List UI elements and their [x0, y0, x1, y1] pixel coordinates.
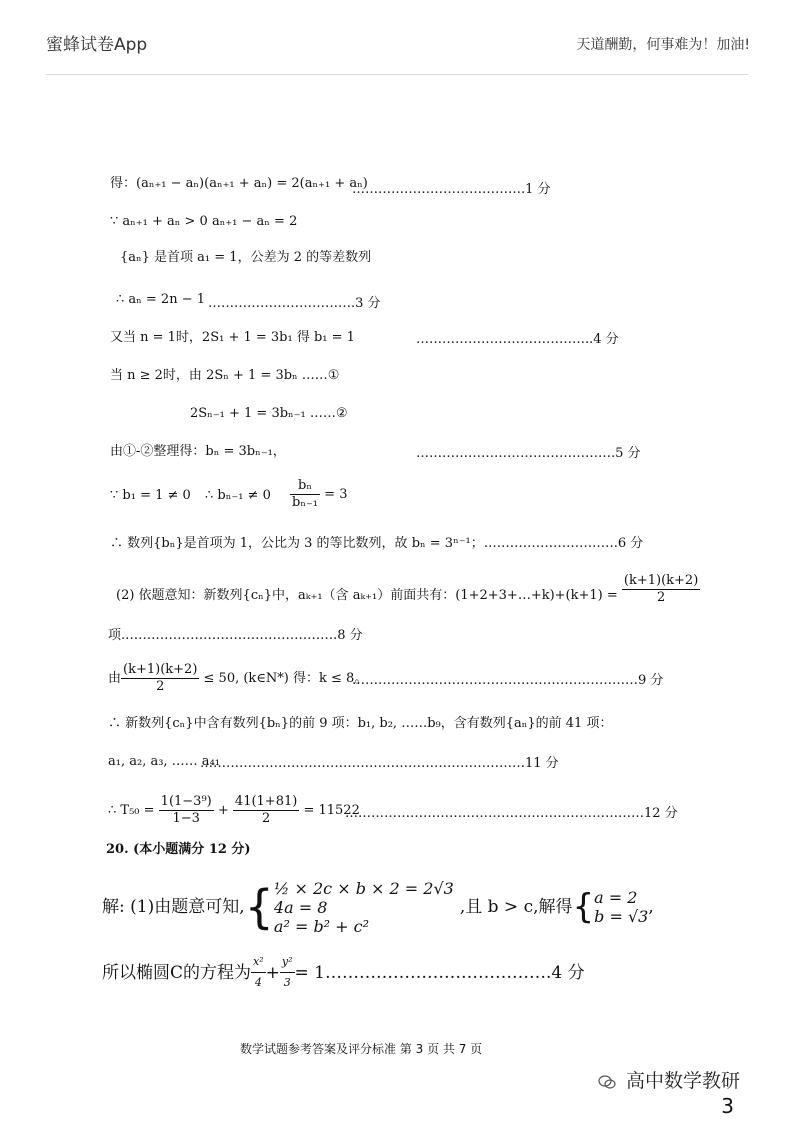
ellipse-equation-line: [102, 952, 585, 993]
result-comma: ,: [648, 897, 654, 917]
step-line-9b: ∴ bₙ₋₁ ≠ 0: [205, 488, 271, 503]
ellipse-x-den: 4: [254, 976, 262, 989]
result-a: a = 2: [594, 888, 638, 907]
step-line-8: 由①-②整理得：bₙ = 3bₙ₋₁，: [110, 444, 286, 459]
score-11: …………………………………………………………………11 分: [200, 756, 559, 771]
step-line-11: [116, 573, 700, 606]
sum-frac2-den: 2: [261, 811, 271, 826]
step-line-9a: ∵ b₁ = 1 ≠ 0: [110, 488, 191, 503]
step-line-7: 2Sₙ₋₁ + 1 = 3bₙ₋₁ ……②: [190, 406, 348, 421]
watermark-text: 高中数学教研: [626, 1070, 741, 1092]
score-3: …………………………….3 分: [208, 296, 381, 311]
step-line-2: ∵ aₙ₊₁ + aₙ > 0 aₙ₊₁ − aₙ = 2: [110, 214, 298, 229]
app-name: 蜜蜂试卷App: [46, 35, 148, 55]
equation-system: [274, 879, 454, 936]
inequality-numerator: (k+1)(k+2): [123, 662, 198, 677]
part1-solution: [102, 872, 654, 942]
ellipse-y-den: 3: [283, 976, 291, 989]
page-number: 3: [721, 1094, 734, 1118]
score-12: ……………………………………………………………12 分: [345, 806, 678, 821]
result-b: b = √3: [594, 907, 649, 926]
sum-frac1-den: 1−3: [172, 811, 200, 826]
score-1: ………………………………….1 分: [352, 182, 551, 197]
ellipse-y-num: y²: [280, 952, 295, 973]
score-5: ……………………………………….5 分: [416, 446, 641, 461]
sum-frac1-num: 1(1−3⁹): [160, 794, 212, 809]
equation-3: a² = b² + c²: [273, 916, 370, 936]
count-numerator: (k+1)(k+2): [623, 573, 699, 588]
sum-plus: +: [217, 803, 229, 818]
step-line-16: [108, 794, 360, 827]
wechat-icon: [598, 1075, 616, 1089]
part2-statement: (2) 依题意知：新数列{cₙ}中，aₖ₊₁（含 aₖ₊₁）前面共有：(1+2+3+…+k)+(k+1) =: [116, 588, 618, 603]
header-divider: [46, 74, 748, 75]
ratio-denominator: bₙ₋₁: [292, 495, 319, 510]
result-brace: {: [572, 887, 595, 927]
ratio-numerator: bₙ: [290, 478, 320, 495]
sum-value: = 11522: [303, 803, 360, 818]
footer-title: 数学试题参考答案及评分标准 第 3 页 共 7 页: [240, 1042, 483, 1056]
inequality-rest: ≤ 50, (k∈N*) 得：k ≤ 8。: [203, 671, 368, 686]
step-line-14: ∴ 新数列{cₙ}中含有数列{bₙ}的前 9 项：b₁, b₂, ……b₉，含有数列{aₙ}的前 41 项：: [108, 716, 613, 731]
watermark: [598, 1066, 740, 1093]
count-denominator: 2: [656, 590, 666, 605]
inequality-prefix: 由: [108, 671, 122, 686]
inequality-denominator: 2: [156, 679, 165, 694]
ellipse-intro: 所以椭圆C的方程为: [102, 962, 252, 983]
step-line-5: 又当 n = 1时，2S₁ + 1 = 3b₁ 得 b₁ = 1: [110, 330, 355, 345]
ratio-value: = 3: [324, 487, 348, 502]
score-4: …………………………………..4 分: [416, 332, 619, 347]
step-line-12: 项.………………………………………….8 分: [108, 628, 363, 643]
left-brace: {: [244, 880, 274, 934]
step-line-4: ∴ aₙ = 2n − 1: [116, 292, 206, 307]
equation-1: ½ × 2c × b × 2 = 2√3: [273, 878, 454, 898]
step-line-1: 得：(aₙ₊₁ − aₙ)(aₙ₊₁ + aₙ) = 2(aₙ₊₁ + aₙ): [110, 176, 368, 191]
step-line-13: [108, 662, 367, 695]
ellipse-rhs-score: = 1………………………………….4 分: [294, 962, 585, 983]
question-20-heading: 20. (本小题满分 12 分): [106, 842, 251, 857]
sum-label: ∴ T₅₀ =: [108, 803, 155, 818]
sum-frac2-num: 41(1+81): [234, 794, 298, 809]
step-line-15: a₁, a₂, a₃, …… a₄₁: [108, 754, 220, 769]
step-line-9c: [290, 478, 347, 511]
equation-2: 4a = 8: [273, 897, 328, 917]
ellipse-plus: +: [265, 962, 280, 983]
step-line-6: 当 n ≥ 2时，由 2Sₙ + 1 = 3bₙ ……①: [110, 368, 340, 383]
solution-condition: ,且 b > c,解得: [459, 897, 573, 917]
score-9: …………………………………………………………9 分: [352, 673, 664, 688]
header-motto: 天道酬勤，何事难为！加油!: [576, 37, 750, 53]
step-line-3: {aₙ} 是首项 a₁ = 1，公差为 2 的等差数列: [120, 250, 372, 265]
ellipse-x-num: x²: [251, 952, 266, 973]
step-line-10: ∴ 数列{bₙ}是首项为 1，公比为 3 的等比数列，故 bₙ = 3ⁿ⁻¹；………………………….6 分: [110, 536, 644, 551]
solution-intro: 解: (1)由题意可知,: [102, 897, 245, 917]
result-system: [594, 888, 648, 926]
